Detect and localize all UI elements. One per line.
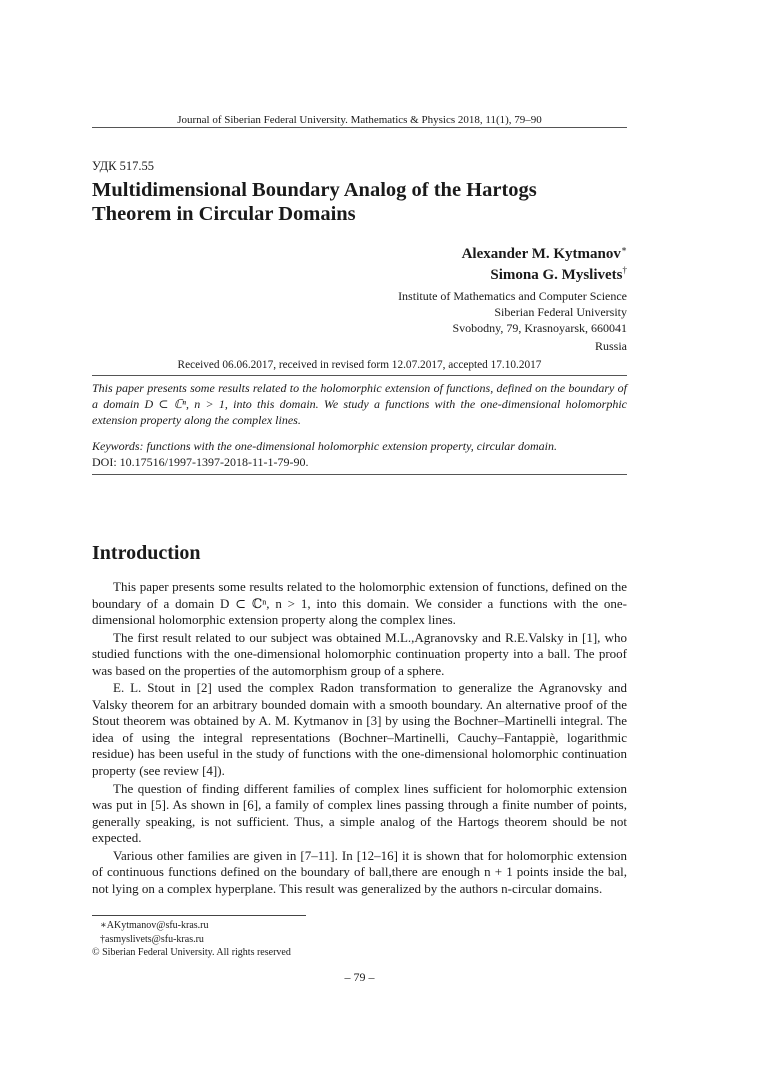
affiliation-line: Svobodny, 79, Krasnoyarsk, 660041 [452, 321, 627, 335]
author-name: Simona G. Myslivets [490, 267, 623, 283]
udk-code: УДК 517.55 [92, 159, 154, 173]
author [92, 244, 627, 265]
footnote: ∗AKytmanov@sfu-kras.ru [100, 920, 209, 932]
keywords: Keywords: functions with the one-dimensional holomorphic extension property, circular domain. [92, 439, 557, 453]
paragraph: The first result related to our subject was obtained M.L.,Agranovsky and R.E.Valsky in [1], who studied functions with the one-dimensional holomorphic continuation property into a ball. The proof was based on the properties of the automorphism group of a sphere. [92, 629, 627, 678]
header-rule [92, 127, 627, 128]
page-number: – 79 – [344, 970, 375, 984]
author [92, 265, 627, 286]
received-dates: Received 06.06.2017, received in revised form 12.07.2017, accepted 17.10.2017 [177, 359, 542, 371]
affiliation-line: Institute of Mathematics and Computer Science [398, 289, 627, 303]
text-column [92, 0, 627, 960]
footnotes [92, 919, 627, 960]
running-header: Journal of Siberian Federal University. Mathematics & Physics 2018, 11(1), 79–90 [177, 114, 542, 126]
author-mark: ∗ [620, 244, 627, 254]
author-name: Alexander M. Kytmanov [461, 246, 621, 262]
abstract-rule-bottom [92, 474, 627, 475]
body-text [92, 579, 627, 897]
paragraph: Various other families are given in [7–11]. In [12–16] it is shown that for holomorphic extension of continuous functions defined on the boundary of ball,there are enough n + 1 points inside the bal, not lying on a complex hyperplane. This result was generalized by the authors n-circular domains. [92, 847, 627, 896]
paragraph: The question of finding different families of complex lines sufficient for holomorphic extension was put in [5]. As shown in [6], a family of complex lines passing through a finite number of points, generally speaking, is not sufficient. Thus, a simple analog of the Hartogs theorem should be not expected. [92, 780, 627, 846]
title-line: Theorem in Circular Domains [92, 203, 356, 225]
paper-title [92, 178, 627, 226]
keywords-block [92, 438, 627, 470]
paragraph: E. L. Stout in [2] used the complex Radon transformation to generalize the Agranovsky and Valsky theorem for an arbitrary bounded domain with a smooth boundary. An alternative proof of the Stout theorem was obtained by A. M. Kytmanov in [3] by using the Bochner–Martinelli integral. The idea of using the integral representations (Bochner–Martinelli, Cauchy–Fantappiè, logarithmic residue) has been useful in the study of functions with the one-dimensional holomorphic continuation property (see review [4]). [92, 680, 627, 778]
abstract: This paper presents some results related to the holomorphic extension of functions, defined on the boundary of a domain D ⊂ ℂⁿ, n > 1, into this domain. We study a functions with the one-dimensional holomorphic extension property along the complex lines. [92, 381, 627, 427]
footnote-rule [92, 915, 306, 916]
abstract-rule-top [92, 375, 627, 376]
paragraph: This paper presents some results related to the holomorphic extension of functions, defined on the boundary of a domain D ⊂ ℂⁿ, n > 1, into this domain. We consider a functions with the one-dimensional holomorphic extension property along the complex lines. [92, 579, 627, 627]
authors [92, 244, 627, 286]
title-line: Multidimensional Boundary Analog of the Hartogs [92, 179, 537, 201]
footnote: © Siberian Federal University. All rights reserved [92, 947, 291, 959]
doi: DOI: 10.17516/1997-1397-2018-11-1-79-90. [92, 455, 309, 469]
author-mark: † [622, 265, 627, 275]
section-title: Introduction [92, 542, 201, 564]
affiliation-line: Siberian Federal University [494, 305, 627, 319]
footnote: †asmyslivets@sfu-kras.ru [100, 933, 204, 945]
affiliation [92, 288, 627, 354]
affiliation-line: Russia [594, 339, 627, 353]
